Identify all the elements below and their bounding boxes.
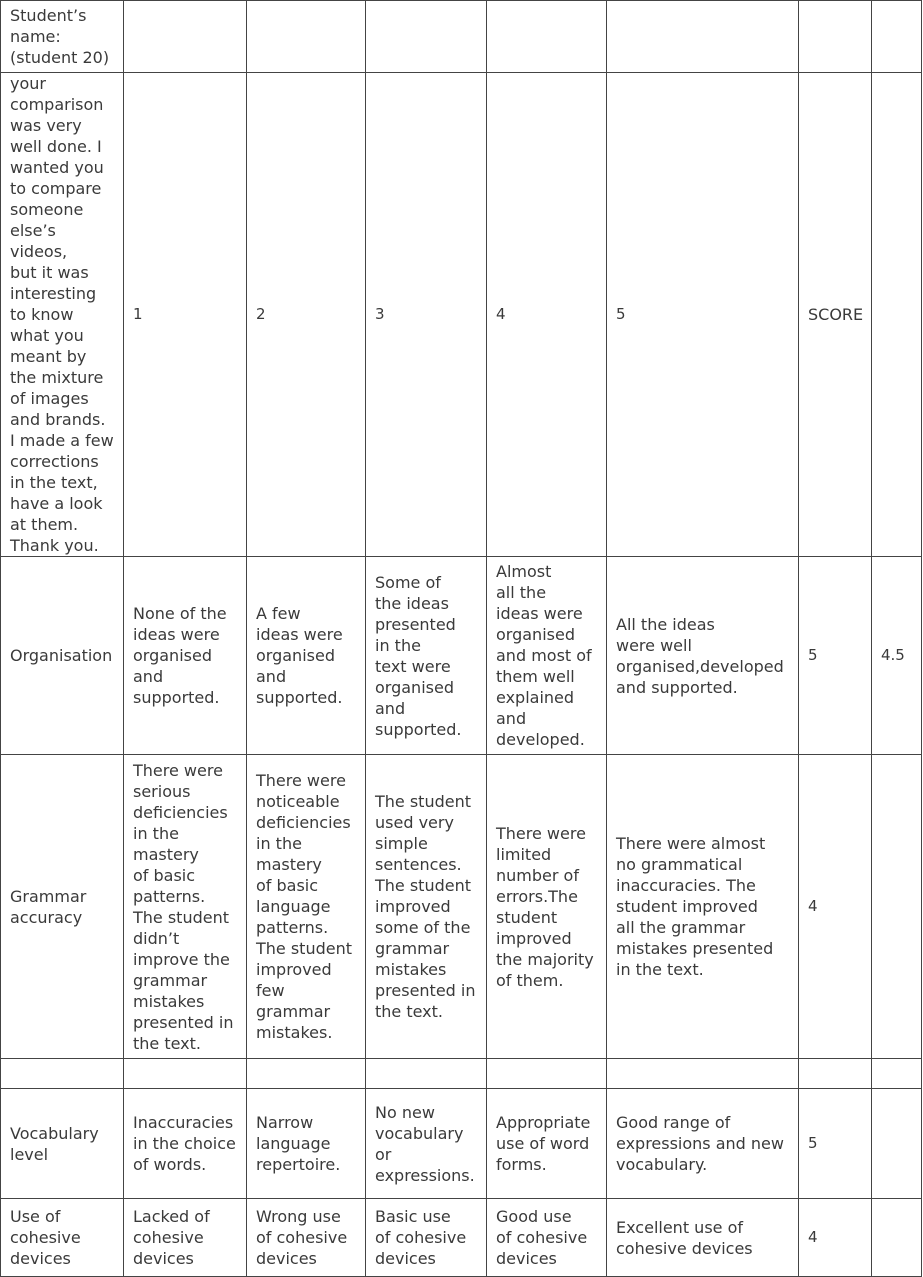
descriptor-level-5: Good range of expressions and new vocabulary.: [607, 1089, 799, 1199]
empty-cell: [872, 1199, 922, 1277]
criterion-extra-score: 4.5: [872, 557, 922, 755]
descriptor-level-1: There were serious deficiencies in the mastery of basic patterns. The student didn’t improve the grammar mistakes presented in the text.: [124, 755, 247, 1059]
student-name-row: [1, 1, 922, 73]
level-header-3: 3: [366, 73, 487, 557]
level-header-2: 2: [247, 73, 366, 557]
criterion-name: Organisation: [1, 557, 124, 755]
level-header-1: 1: [124, 73, 247, 557]
empty-cell: [607, 1, 799, 73]
empty-cell: [366, 1, 487, 73]
criterion-score: 4: [799, 1199, 872, 1277]
criterion-name: Vocabulary level: [1, 1089, 124, 1199]
empty-cell: [487, 1, 607, 73]
empty-cell: [487, 1059, 607, 1089]
feedback-row: [1, 73, 922, 557]
criterion-name: Use of cohesive devices: [1, 1199, 124, 1277]
criterion-name: Grammar accuracy: [1, 755, 124, 1059]
empty-cell: [799, 1, 872, 73]
criterion-row-vocabulary: [1, 1089, 922, 1199]
empty-cell: [872, 1089, 922, 1199]
descriptor-level-3: The student used very simple sentences. The student improved some of the grammar mistakes presented in the text.: [366, 755, 487, 1059]
empty-row: [1, 1059, 922, 1089]
student-name-label: Student’s name: (student 20): [1, 1, 124, 73]
descriptor-level-5: Excellent use of cohesive devices: [607, 1199, 799, 1277]
empty-cell: [799, 1059, 872, 1089]
level-header-5: 5: [607, 73, 799, 557]
criterion-score: 4: [799, 755, 872, 1059]
criterion-score: 5: [799, 557, 872, 755]
empty-cell: [872, 73, 922, 557]
empty-cell: [247, 1, 366, 73]
criterion-score: 5: [799, 1089, 872, 1199]
empty-cell: [872, 1, 922, 73]
descriptor-level-5: All the ideas were well organised,developed and supported.: [607, 557, 799, 755]
empty-cell: [872, 1059, 922, 1089]
empty-cell: [124, 1059, 247, 1089]
descriptor-level-4: Appropriate use of word forms.: [487, 1089, 607, 1199]
descriptor-level-1: Inaccuracies in the choice of words.: [124, 1089, 247, 1199]
descriptor-level-4: Almost all the ideas were organised and most of them well explained and developed.: [487, 557, 607, 755]
teacher-feedback: your comparison was very well done. I wanted you to compare someone else’s videos, but it was interesting to know what you meant by the mixture of images and brands. I made a few corrections in the text, have a look at them. Thank you.: [1, 73, 124, 557]
descriptor-level-2: A few ideas were organised and supported.: [247, 557, 366, 755]
descriptor-level-4: Good use of cohesive devices: [487, 1199, 607, 1277]
descriptor-level-5: There were almost no grammatical inaccuracies. The student improved all the grammar mistakes presented in the text.: [607, 755, 799, 1059]
empty-cell: [124, 1, 247, 73]
descriptor-level-2: Wrong use of cohesive devices: [247, 1199, 366, 1277]
descriptor-level-2: Narrow language repertoire.: [247, 1089, 366, 1199]
descriptor-level-3: No new vocabulary or expressions.: [366, 1089, 487, 1199]
criterion-row-cohesion: [1, 1199, 922, 1277]
criterion-row-grammar: [1, 755, 922, 1059]
empty-cell: [872, 755, 922, 1059]
level-header-4: 4: [487, 73, 607, 557]
empty-cell: [1, 1059, 124, 1089]
empty-cell: [607, 1059, 799, 1089]
descriptor-level-3: Basic use of cohesive devices: [366, 1199, 487, 1277]
empty-cell: [247, 1059, 366, 1089]
descriptor-level-4: There were limited number of errors.The student improved the majority of them.: [487, 755, 607, 1059]
score-header: SCORE: [799, 73, 872, 557]
descriptor-level-1: None of the ideas were organised and supported.: [124, 557, 247, 755]
empty-cell: [366, 1059, 487, 1089]
descriptor-level-2: There were noticeable deficiencies in the mastery of basic language patterns. The student improved few grammar mistakes.: [247, 755, 366, 1059]
descriptor-level-3: Some of the ideas presented in the text were organised and supported.: [366, 557, 487, 755]
descriptor-level-1: Lacked of cohesive devices: [124, 1199, 247, 1277]
criterion-row-organisation: [1, 557, 922, 755]
